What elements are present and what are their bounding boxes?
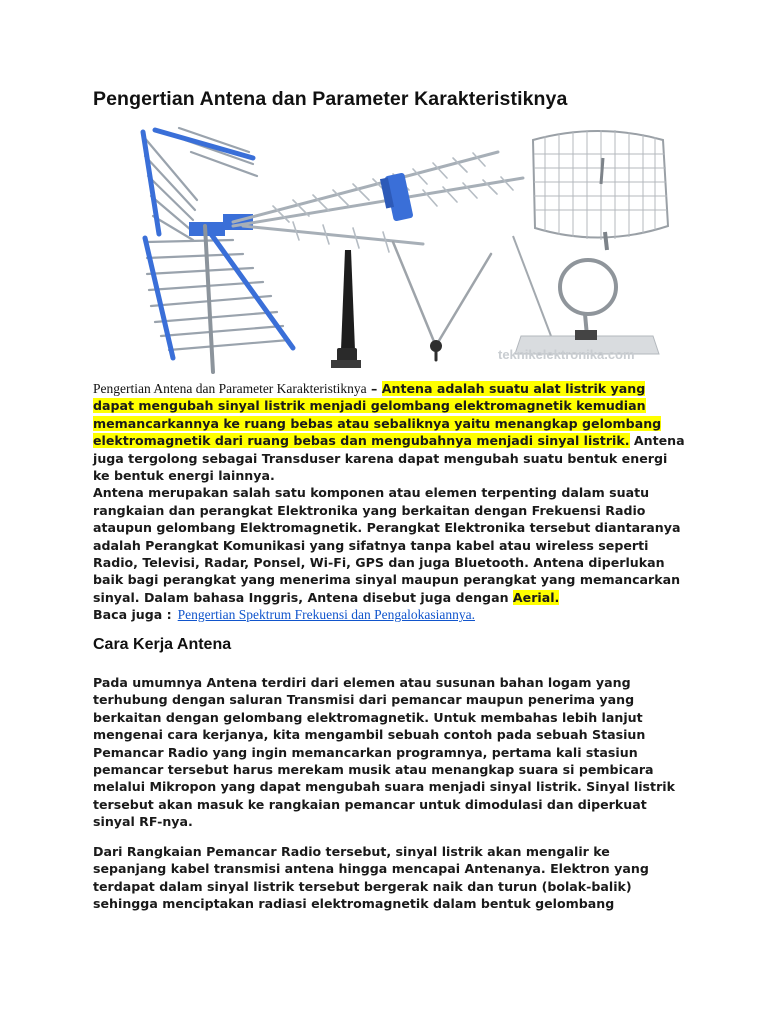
intro-lead: Pengertian Antena dan Parameter Karakteristiknya [93,381,367,396]
rabbit-ears-antenna-icon [393,242,491,360]
intro-dash: – [366,381,382,396]
grid-parabolic-antenna-icon [533,130,668,250]
read-also-link[interactable]: Pengertian Spektrum Frekuensi dan Pengalokasiannya. [177,607,475,623]
antenna-definition-highlight: Antena adalah suatu alat listrik yang dapat mengubah sinyal listrik menjadi gelombang elektromagnetik kemudian memancarkannya ke ruang bebas atau sebaliknya yaitu menangkap gelombang elektromagnetik dari ruang bebas dan mengubahnya menjadi sinyal listrik. [93,381,662,449]
watermark-text: teknikelektronika.com [498,347,635,362]
section-heading: Cara Kerja Antena [93,636,232,653]
para2-text: Antena merupakan salah satu komponen atau elemen terpenting dalam suatu rangkaian dan perangkat Elektronika yang berkaitan dengan Frekuensi Radio ataupun gelombang Elektromagnetik. Perangkat Elektronika tersebut diantaranya adalah Perangkat Komunikasi yang sifatnya tanpa kabel atau wireless seperti Radio, Televisi, Radar, Ponsel, Wi-Fi, GPS dan juga Bluetooth. Antena diperlukan baik bagi perangkat yang menerima sinyal maupun perangkat yang memancarkan sinyal. Dalam bahasa Inggris, Antena disebut juga dengan [93,485,681,605]
read-also-label: Baca juga : [93,607,172,623]
antenna-figure [93,122,683,374]
intro-paragraph [93,380,685,624]
page-title: Pengertian Antena dan Parameter Karakteristiknya [93,88,568,110]
rubber-duck-antenna-icon [331,250,361,368]
section-paragraph-1: Pada umumnya Antena terdiri dari elemen atau susunan bahan logam yang terhubung dengan saluran Transmisi dari pemancar maupun penerima yang berkaitan dengan gelombang elektromagnetik. Untuk membahas lebih lanjut mengenai cara kerjanya, kita mengambil sebuah contoh pada sebuah Stasiun Pemancar Radio yang ingin memancarkan programnya, pertama kali stasiun pemancar tersebut harus merekam musik atau menangkap suara si pembicara melalui Mikropon yang dapat mengubah suara menjadi sinyal listrik. Sinyal listrik tersebut akan masuk ke rangkaian pemancar untuk dimodulasi dan diperkuat sinyal RF-nya. [93,675,675,830]
intro-rest: Antena juga tergolong sebagai Transduser karena dapat mengubah suatu bentuk energi ke bentuk energi lainnya. [93,433,685,484]
section-paragraph-2: Dari Rangkaian Pemancar Radio tersebut, sinyal listrik akan mengalir ke sepanjang kabel transmisi antena hingga mencapai Antenanya. Elektron yang terdapat dalam sinyal listrik tersebut bergerak naik dan turun (bolak-balik) sehingga menciptakan radiasi elektromagnetik dalam bentuk gelombang [93,844,649,912]
aerial-highlight: Aerial. [512,589,560,605]
yagi-antenna-icon [143,128,523,372]
loop-antenna-icon [513,236,659,354]
